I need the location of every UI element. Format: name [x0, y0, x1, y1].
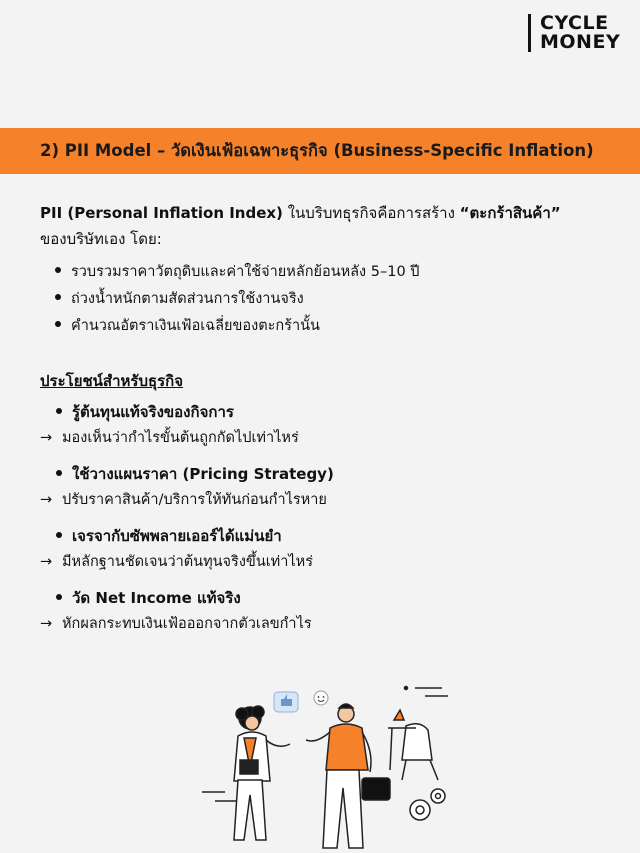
benefit-detail: ปรับราคาสินค้า/บริการให้ทันก่อนกำไรหาย [62, 492, 327, 508]
benefit-title: วัด Net Income แท้จริง [72, 589, 241, 607]
arrow-right-icon: → [40, 492, 53, 508]
benefit-title-row [52, 399, 622, 425]
benefit-title: เจรจากับซัพพลายเออร์ได้แม่นยำ [72, 527, 282, 545]
bullet-dot-icon [56, 594, 62, 600]
benefit-detail: มองเห็นว่ากำไรขั้นต้นถูกกัดไปเท่าไหร่ [62, 430, 299, 446]
benefit-item [40, 399, 622, 451]
logo-line-2: MONEY [540, 31, 621, 53]
bullet-dot-icon [55, 267, 61, 273]
intro-quote: “ตะกร้าสินค้า” [459, 204, 561, 222]
business-meeting-illustration [180, 670, 480, 853]
bullet-dot-icon [55, 294, 61, 300]
chair-icon [388, 710, 438, 780]
benefit-title: รู้ต้นทุนแท้จริงของกิจการ [72, 403, 234, 421]
benefit-title-row [52, 523, 622, 549]
benefit-item [40, 461, 622, 513]
benefit-title-row [52, 461, 622, 487]
like-bubble-icon [274, 692, 298, 712]
section-banner [0, 128, 640, 174]
benefit-item [40, 523, 622, 575]
list-item [55, 259, 615, 286]
list-item-text: ถ่วงน้ำหนักตามสัดส่วนการใช้งานจริง [71, 291, 304, 307]
intro-term: PII (Personal Inflation Index) [40, 204, 283, 222]
benefit-detail-row [40, 425, 622, 451]
bullet-dot-icon [55, 321, 61, 327]
intro-paragraph [40, 200, 610, 252]
arrow-right-icon: → [40, 554, 53, 570]
arrow-right-icon: → [40, 616, 53, 632]
benefit-detail: มีหลักฐานชัดเจนว่าต้นทุนจริงขึ้นเท่าไหร่ [62, 554, 314, 570]
intro-text-line2: ของบริษัทเอง โดย: [40, 230, 162, 248]
benefit-title-row [52, 585, 622, 611]
intro-text: ในบริบทธุรกิจคือการสร้าง [282, 204, 460, 222]
brand-logo [528, 14, 620, 52]
benefits-heading: ประโยชน์สำหรับธุรกิจ [40, 372, 184, 390]
section-title: 2) PII Model – วัดเงินเฟ้อเฉพาะธุรกิจ (Business-Specific Inflation) [40, 141, 594, 160]
list-item-text: รวบรวมราคาวัตถุดิบและค่าใช้จ่ายหลักย้อนหลัง 5–10 ปี [71, 264, 420, 280]
gears-icon [410, 789, 445, 820]
list-item-text: คำนวณอัตราเงินเฟ้อเฉลี่ยของตะกร้านั้น [71, 318, 320, 334]
person-with-briefcase-icon [306, 704, 390, 848]
smile-bubble-icon [314, 691, 328, 705]
benefit-detail-row [40, 611, 622, 637]
bullet-dot-icon [56, 408, 62, 414]
bullet-dot-icon [56, 532, 62, 538]
benefit-detail: หักผลกระทบเงินเฟ้อออกจากตัวเลขกำไร [62, 616, 312, 632]
arrow-right-icon: → [40, 430, 53, 446]
logo-line-1: CYCLE [540, 12, 609, 34]
benefit-detail-row [40, 487, 622, 513]
benefit-detail-row [40, 549, 622, 575]
list-item [55, 313, 615, 340]
method-bullet-list [55, 259, 615, 340]
benefit-title: ใช้วางแผนราคา (Pricing Strategy) [72, 465, 334, 483]
person-with-folder-icon [234, 706, 290, 840]
benefit-item [40, 585, 622, 637]
bullet-dot-icon [56, 470, 62, 476]
list-item [55, 286, 615, 313]
